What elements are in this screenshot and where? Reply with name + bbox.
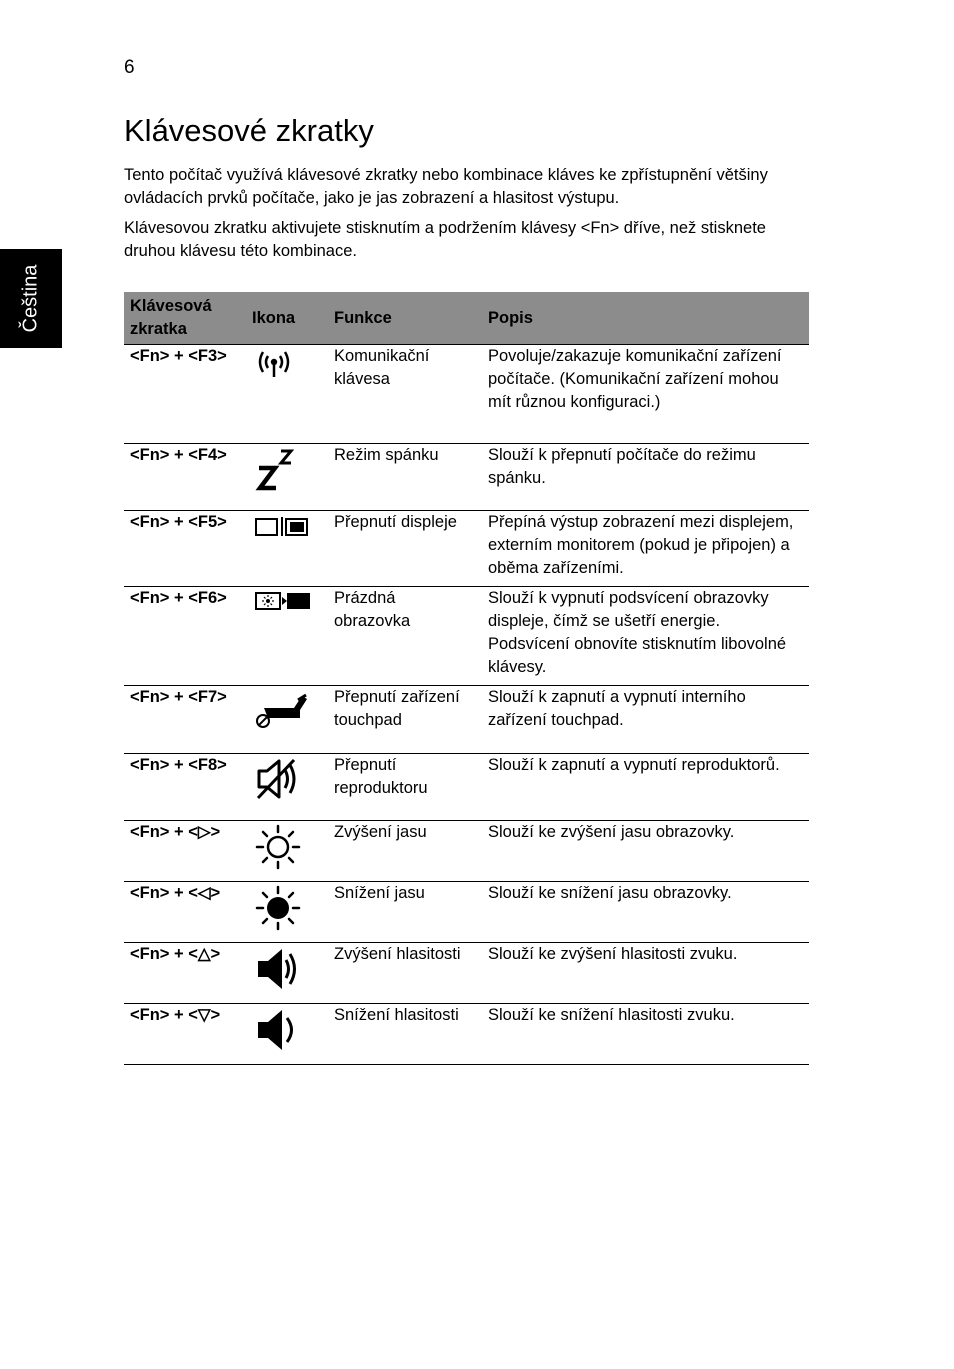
icon-cell — [246, 345, 328, 444]
hotkey: <Fn> + <F4> — [124, 444, 246, 511]
blank-screen-icon — [254, 589, 312, 613]
icon-cell — [246, 444, 328, 511]
table-row — [124, 511, 809, 587]
table-row — [124, 1004, 809, 1065]
table-header-row — [124, 292, 809, 345]
page-title: Klávesové zkratky — [124, 113, 374, 148]
function-name: Zvýšení hlasitosti — [328, 943, 482, 1004]
display-switch-icon — [254, 513, 310, 539]
header-icon: Ikona — [246, 292, 328, 345]
icon-cell — [246, 882, 328, 943]
function-description: Slouží ke zvýšení hlasitosti zvuku. — [482, 943, 809, 1004]
wireless-icon — [254, 347, 294, 381]
hotkey: <Fn> + <F3> — [124, 345, 246, 444]
function-name: Přepnutí reproduktoru — [328, 754, 482, 821]
function-name: Komunikační klávesa — [328, 345, 482, 444]
function-name: Zvýšení jasu — [328, 821, 482, 882]
icon-cell — [246, 821, 328, 882]
language-side-tab — [0, 249, 62, 348]
hotkey: <Fn> + <▷> — [124, 821, 246, 882]
hotkey: <Fn> + <F8> — [124, 754, 246, 821]
function-description: Slouží k přepnutí počítače do režimu spánku. — [482, 444, 809, 511]
table-row — [124, 943, 809, 1004]
page-number: 6 — [124, 57, 135, 78]
hotkeys-table — [124, 292, 809, 1065]
function-description: Slouží ke snížení hlasitosti zvuku. — [482, 1004, 809, 1065]
table-row — [124, 444, 809, 511]
icon-cell — [246, 1004, 328, 1065]
brightness-up-icon — [254, 823, 302, 871]
volume-down-icon — [254, 1006, 302, 1054]
hotkey: <Fn> + <F6> — [124, 587, 246, 686]
hotkey: <Fn> + <F5> — [124, 511, 246, 587]
volume-up-icon — [254, 945, 302, 993]
icon-cell — [246, 686, 328, 754]
table-row — [124, 686, 809, 754]
hotkey: <Fn> + <△> — [124, 943, 246, 1004]
table-row — [124, 821, 809, 882]
function-description: Slouží k zapnutí a vypnutí reproduktorů. — [482, 754, 809, 821]
touchpad-toggle-icon — [254, 688, 310, 730]
hotkey: <Fn> + <F7> — [124, 686, 246, 754]
function-description: Slouží ke zvýšení jasu obrazovky. — [482, 821, 809, 882]
table-row — [124, 882, 809, 943]
table-row — [124, 345, 809, 444]
table-row — [124, 587, 809, 686]
function-description: Povoluje/zakazuje komunikační zařízení počítače. (Komunikační zařízení mohou mít různou konfiguraci.) — [482, 345, 809, 444]
function-name: Přepnutí displeje — [328, 511, 482, 587]
hotkey: <Fn> + <▽> — [124, 1004, 246, 1065]
function-description: Slouží k vypnutí podsvícení obrazovky displeje, čímž se ušetří energie. Podsvícení obnovíte stisknutím libovolné klávesy. — [482, 587, 809, 686]
hotkey: <Fn> + <◁> — [124, 882, 246, 943]
table-row — [124, 754, 809, 821]
intro-paragraph-1: Tento počítač využívá klávesové zkratky nebo kombinace kláves ke zpřístupnění většiny ovládacích prvků počítače, jako je jas zobrazení a hlasitost výstupu. — [124, 166, 768, 207]
icon-cell — [246, 587, 328, 686]
icon-cell — [246, 943, 328, 1004]
header-function: Funkce — [328, 292, 482, 345]
function-name: Režim spánku — [328, 444, 482, 511]
icon-cell — [246, 511, 328, 587]
function-name: Snížení hlasitosti — [328, 1004, 482, 1065]
function-name: Snížení jasu — [328, 882, 482, 943]
brightness-down-icon — [254, 884, 302, 932]
header-description: Popis — [482, 292, 809, 345]
function-description: Přepíná výstup zobrazení mezi displejem, externím monitorem (pokud je připojen) a oběma zařízeními. — [482, 511, 809, 587]
intro-paragraph-2: Klávesovou zkratku aktivujete stisknutím a podržením klávesy <Fn> dříve, než stisknete druhou klávesu této kombinace. — [124, 219, 766, 260]
function-name: Prázdná obrazovka — [328, 587, 482, 686]
header-key: Klávesová zkratka — [124, 292, 246, 345]
sleep-icon — [254, 446, 298, 494]
function-description: Slouží ke snížení jasu obrazovky. — [482, 882, 809, 943]
function-description: Slouží k zapnutí a vypnutí interního zařízení touchpad. — [482, 686, 809, 754]
speaker-mute-icon — [254, 756, 302, 802]
language-label: Čeština — [19, 264, 42, 333]
function-name: Přepnutí zařízení touchpad — [328, 686, 482, 754]
icon-cell — [246, 754, 328, 821]
